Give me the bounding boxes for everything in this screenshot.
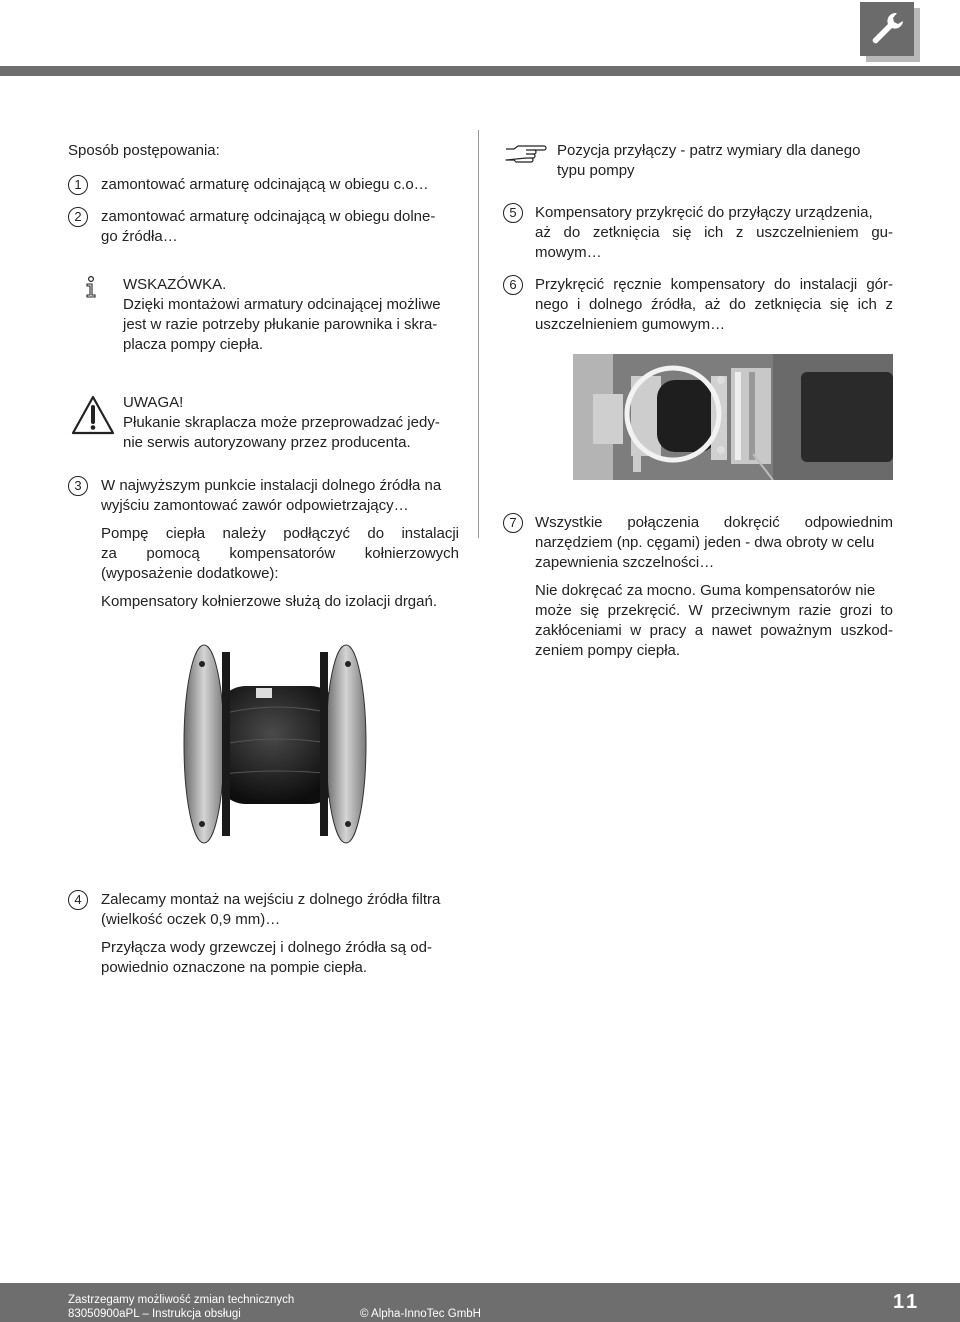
wrench-icon bbox=[867, 9, 907, 49]
warning-block: UWAGA! Płukanie skraplacza może przeprowadzać jedy- nie serwis autoryzowany przez producenta. bbox=[123, 393, 459, 453]
note-block: WSKAZÓWKA. Dzięki montażowi armatury odcinającej możliwe jest w razie potrzeby płukanie parownika i skra- placza pompy ciepła. bbox=[123, 275, 459, 355]
footer-disclaimer: Zastrzegamy możliwość zmian technicznych bbox=[68, 1294, 295, 1306]
footer-bar bbox=[0, 1283, 960, 1322]
step-number-1: 1 bbox=[68, 175, 88, 195]
step-2-text: zamontować armaturę odcinającą w obiegu dolne- go źródła… bbox=[101, 208, 436, 245]
step-1-text: zamontować armaturę odcinającą w obiegu c.o… bbox=[101, 176, 429, 193]
warning-triangle-icon bbox=[70, 394, 116, 436]
footer-copyright: © Alpha-InnoTec GmbH bbox=[360, 1308, 481, 1320]
step-6-text: Przykręcić ręcznie kompensatory do instalacji gór- nego i dolnego źródła, aż do zetknięcia się ich z uszczelnieniem gumowym… bbox=[535, 276, 893, 333]
step-number-3: 3 bbox=[68, 476, 88, 496]
step-number-5: 5 bbox=[503, 203, 523, 223]
step-7-text: Wszystkie połączenia dokręcić odpowiednim narzędziem (np. cęgami) jeden - dwa obroty w celu zapewnienia szczelności… Nie dokręcać za mocno. Guma kompensatorów nie może się przekręcić. W przeciwnym razie grozi to zakłóceniami w pracy a nawet poważnym uszkod- zeniem pompy ciepła. bbox=[535, 514, 893, 659]
step-number-7: 7 bbox=[503, 513, 523, 533]
column-divider bbox=[478, 130, 479, 538]
header-bar bbox=[0, 66, 960, 76]
step-4-text: Zalecamy montaż na wejściu z dolnego źródła filtra (wielkość oczek 0,9 mm)… Przyłącza wody grzewczej i dolnego źródła są od- powiednio oznaczone na pompie ciepła. bbox=[101, 891, 441, 976]
step-number-2: 2 bbox=[68, 207, 88, 227]
info-icon bbox=[84, 276, 98, 298]
step-number-6: 6 bbox=[503, 275, 523, 295]
warning-title: UWAGA! bbox=[123, 394, 184, 411]
installation-photo bbox=[573, 354, 893, 480]
page-number: 11 bbox=[893, 1291, 921, 1313]
step-number-4: 4 bbox=[68, 890, 88, 910]
pointing-hand-icon bbox=[504, 143, 548, 163]
footer-doc-id: 83050900aPL – Instrukcja obsługi bbox=[68, 1308, 241, 1320]
flange-compensator-image bbox=[182, 644, 368, 844]
step-3-text: W najwyższym punkcie instalacji dolnego źródła na wyjściu zamontować zawór odpowietrzający… Pompę ciepła należy podłączyć do instalacji za pomocą kompensatorów kołnierzowych (wyposażenie dodatkowe): Kompensatory kołnierzowe służą do izolacji drgań. bbox=[101, 477, 459, 610]
hint-text: Pozycja przyłączy - patrz wymiary dla danego typu pompy bbox=[557, 142, 861, 179]
note-title: WSKAZÓWKA. bbox=[123, 276, 227, 293]
procedure-heading: Sposób postępowania: bbox=[68, 142, 220, 159]
step-5-text: Kompensatory przykręcić do przyłączy urządzenia, aż do zetknięcia się ich z uszczelnieniem gu- mowym… bbox=[535, 204, 893, 261]
section-tab bbox=[860, 2, 914, 56]
